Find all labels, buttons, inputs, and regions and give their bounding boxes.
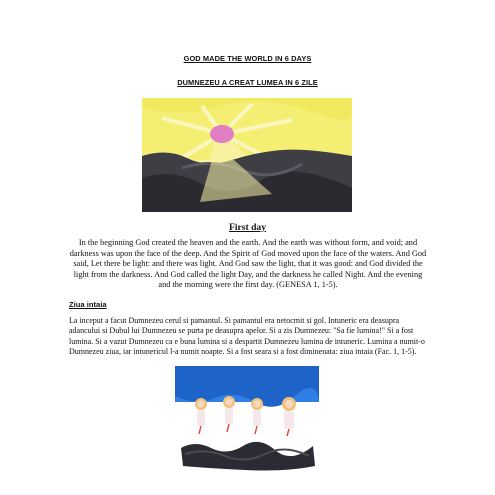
subheading-ziua-intaia: Ziua intaia	[69, 300, 107, 309]
sun-icon	[210, 125, 234, 143]
document-title-romanian: DUMNEZEU A CREAT LUMEA IN 6 ZILE	[177, 78, 318, 87]
creation-light-painting	[142, 98, 352, 212]
document-title-english: GOD MADE THE WORLD IN 6 DAYS	[183, 54, 312, 63]
genesis-paragraph-romanian: La inceput a facut Dumnezeu cerul si pamantul. Si pamantul era netocmit si gol. Intuneric era deasupra adancului si Dubul lui Dumnezeu se purta pe deasupra apelor. Si a zis Dumnezeu: "Sa fie lumina!" Si a fost lumina. Si a vazut Dumnezeu ca e buna lumina si a despartit Dumnezeu lumina de intuneric. Lumina a numit-o Dumnezeu ziua, iar intunericul l-a numit noapte. Si a fost seara si a fost diminenata: ziua intaia (Fac. 1, 1-5).	[69, 316, 425, 357]
angels-painting	[175, 366, 319, 474]
figures-in-sky-illustration	[175, 366, 319, 474]
genesis-paragraph-english: In the beginning God created the heaven and the earth. And the earth was without form, and void; and darkness was upon the face of the deep. And the Spirit of God moved upon the face of the waters. And God said, Let there be light: and there was light. And God saw the light, that it was good: and God divided the light from the darkness. And God called the light Day, and the darkness he called Night. And the evening and the morning were the first day. (GENESA 1, 1-5).	[69, 238, 427, 290]
sun-over-land-illustration	[142, 98, 352, 212]
section-heading-first-day: First day	[228, 222, 267, 233]
